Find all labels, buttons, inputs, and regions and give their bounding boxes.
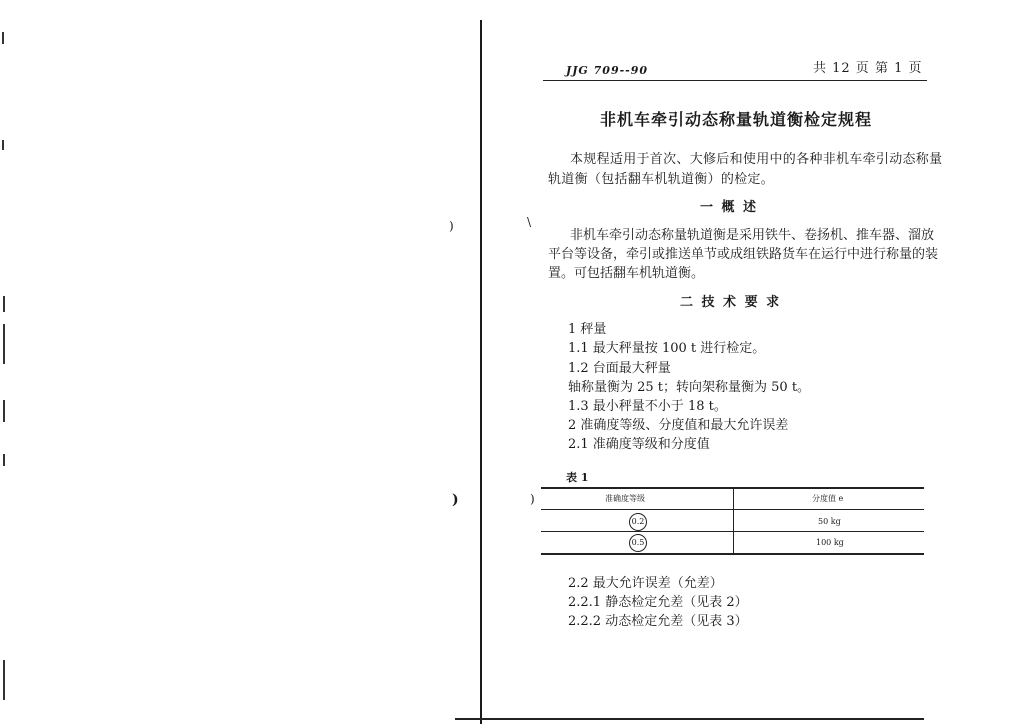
clause-1-1: 1.1 最大秤量按 100 t 进行检定。 bbox=[568, 341, 766, 356]
table-row-2-grade: 0.5 bbox=[629, 534, 647, 552]
document-code: JJG 709--90 bbox=[566, 64, 649, 77]
table-row-1-value: 50 kg bbox=[818, 517, 841, 526]
overview-line-1: 非机车牵引动态称量轨道衡是采用铁牛、卷扬机、推车器、溜放 bbox=[570, 228, 935, 243]
scan-mark: ) bbox=[530, 492, 535, 506]
page-title: 非机车牵引动态称量轨道衡检定规程 bbox=[600, 110, 873, 129]
clause-2-1: 2.1 准确度等级和分度值 bbox=[568, 437, 710, 452]
table-header-division: 分度值 e bbox=[812, 494, 844, 503]
scan-artifact bbox=[3, 296, 5, 312]
clause-2-2-1: 2.2.1 静态检定允差（见表 2） bbox=[568, 595, 748, 610]
clause-2: 2 准确度等级、分度值和最大允许误差 bbox=[568, 418, 789, 433]
table-row-1-grade: 0.2 bbox=[629, 513, 647, 531]
scan-artifact bbox=[3, 324, 5, 364]
section-heading-overview: 一 概 述 bbox=[700, 200, 759, 215]
intro-line-2: 轨道衡（包括翻车机轨道衡）的检定。 bbox=[548, 172, 775, 187]
clause-1-3: 1.3 最小秤量不小于 18 t。 bbox=[568, 399, 727, 414]
scan-artifact bbox=[3, 400, 5, 422]
intro-line-1: 本规程适用于首次、大修后和使用中的各种非机车牵引动态称量 bbox=[570, 152, 943, 167]
scan-mark: ) bbox=[449, 219, 454, 233]
table-column-divider bbox=[733, 487, 734, 553]
header-rule bbox=[543, 80, 927, 81]
table-header-grade: 准确度等级 bbox=[605, 494, 645, 503]
scan-artifact bbox=[3, 454, 5, 466]
overview-line-2: 平台等设备，牵引或推送单节或成组铁路货车在运行中进行称量的装 bbox=[548, 247, 939, 262]
scan-artifact bbox=[2, 32, 4, 44]
page-bottom-edge bbox=[455, 718, 924, 720]
clause-1-2-detail: 轴称量衡为 25 t；转向架称量衡为 50 t。 bbox=[568, 380, 811, 395]
table-header-rule bbox=[541, 509, 924, 510]
page-counter: 共 12 页 第 1 页 bbox=[813, 61, 923, 76]
scan-artifact bbox=[2, 140, 4, 150]
table-row-2-value: 100 kg bbox=[816, 538, 844, 547]
scan-artifact bbox=[3, 660, 5, 700]
clause-2-2: 2.2 最大允许误差（允差） bbox=[568, 576, 723, 591]
section-heading-technical-requirements: 二 技 术 要 求 bbox=[680, 295, 782, 310]
table-caption: 表 1 bbox=[566, 471, 589, 484]
table-row-rule bbox=[541, 531, 924, 532]
clause-1: 1 秤量 bbox=[568, 322, 607, 337]
table-bottom-rule bbox=[541, 553, 924, 555]
scan-mark: ) bbox=[452, 492, 459, 508]
clause-2-2-2: 2.2.2 动态检定允差（见表 3） bbox=[568, 614, 748, 629]
overview-line-3: 置。可包括翻车机轨道衡。 bbox=[548, 266, 705, 281]
page-binding-line bbox=[480, 20, 482, 724]
scan-mark: \ bbox=[527, 215, 532, 229]
clause-1-2: 1.2 台面最大秤量 bbox=[568, 361, 671, 376]
